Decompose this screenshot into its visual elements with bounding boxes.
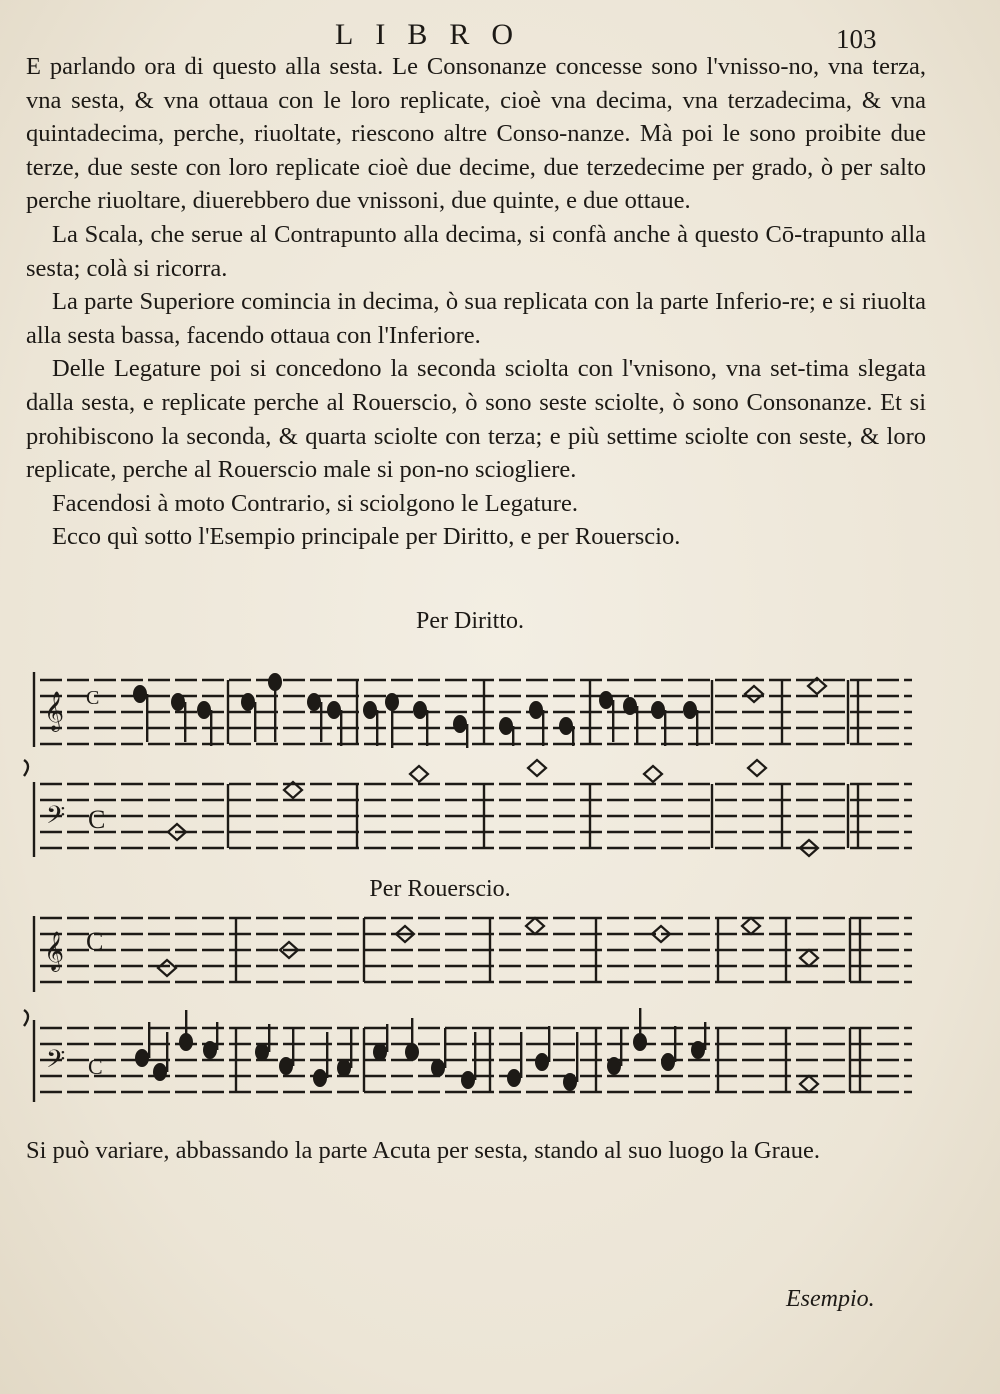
svg-text:C: C xyxy=(86,927,104,956)
music-example-reverse xyxy=(0,902,1000,1117)
example-label-reverse: Per Rouerscio. xyxy=(369,876,511,902)
catchword: Esempio. xyxy=(786,1286,875,1312)
running-head: LIBRO xyxy=(335,18,535,51)
paragraph-example-intro: Ecco quì sotto l'Esempio principale per Diritto, e per Rouerscio. xyxy=(52,523,681,551)
music-notation-reverse xyxy=(0,902,1000,1117)
music-notation-direct xyxy=(0,642,1000,872)
paragraph-upper-part: La parte Superiore comincia in decima, ò sua replicata con la parte Inferio-re; e si riuolta alla sesta bassa, facendo ottaua con l'Inferiore. xyxy=(26,288,926,349)
closing-paragraph: Si può variare, abbassando la parte Acuta per sesta, stando al suo luogo la Graue. xyxy=(26,1137,820,1164)
svg-text:C: C xyxy=(86,687,100,709)
svg-text:𝄞: 𝄞 xyxy=(44,693,65,730)
svg-text:C: C xyxy=(88,805,106,834)
svg-text:𝄞: 𝄞 xyxy=(44,933,65,970)
svg-text:𝄢: 𝄢 xyxy=(46,802,66,835)
example-label-direct: Per Diritto. xyxy=(416,608,524,634)
paragraph-ligatures: Delle Legature poi si concedono la seconda sciolta con l'vnisono, vna set-tima slegata dalla sesta, e replicate perche al Rouerscio, ò sono seste sciolte, ò sono Consonanze. Et si prohibiscono la seconda, & quarta sciolte con terza; e più settime sciolte con seste, & loro replicate, perche al Rouerscio male si pon-no sciogliere. xyxy=(26,355,926,484)
page-number: 103 xyxy=(836,24,877,54)
body-text xyxy=(26,50,926,554)
svg-text:C: C xyxy=(88,1054,103,1079)
music-example-direct xyxy=(0,642,1000,872)
svg-text:𝄢: 𝄢 xyxy=(46,1046,66,1079)
paragraph-scale: La Scala, che serue al Contrapunto alla decima, si confà anche à questo Cō-trapunto alla sesta; colà si ricorra. xyxy=(26,220,926,282)
paragraph-consonances: E parlando ora di questo alla sesta. Le Consonanze concesse sono l'vnisso-no, vna terza, vna sesta, & vna ottaua con le loro replicate, cioè vna decima, vna terzadecima, & vna quintadecima, perche, riuoltate, riescono altre Conso-nanze. Mà poi le sono proibite due terze, due seste con loro replicate cioè due decime, due terzedecime per grado, ò per salto perche riuoltare, diuerebbero due vnissoni, due quinte, e due ottaue. xyxy=(26,53,926,215)
paragraph-contrary-motion: Facendosi à moto Contrario, si sciolgono le Legature. xyxy=(52,489,578,517)
